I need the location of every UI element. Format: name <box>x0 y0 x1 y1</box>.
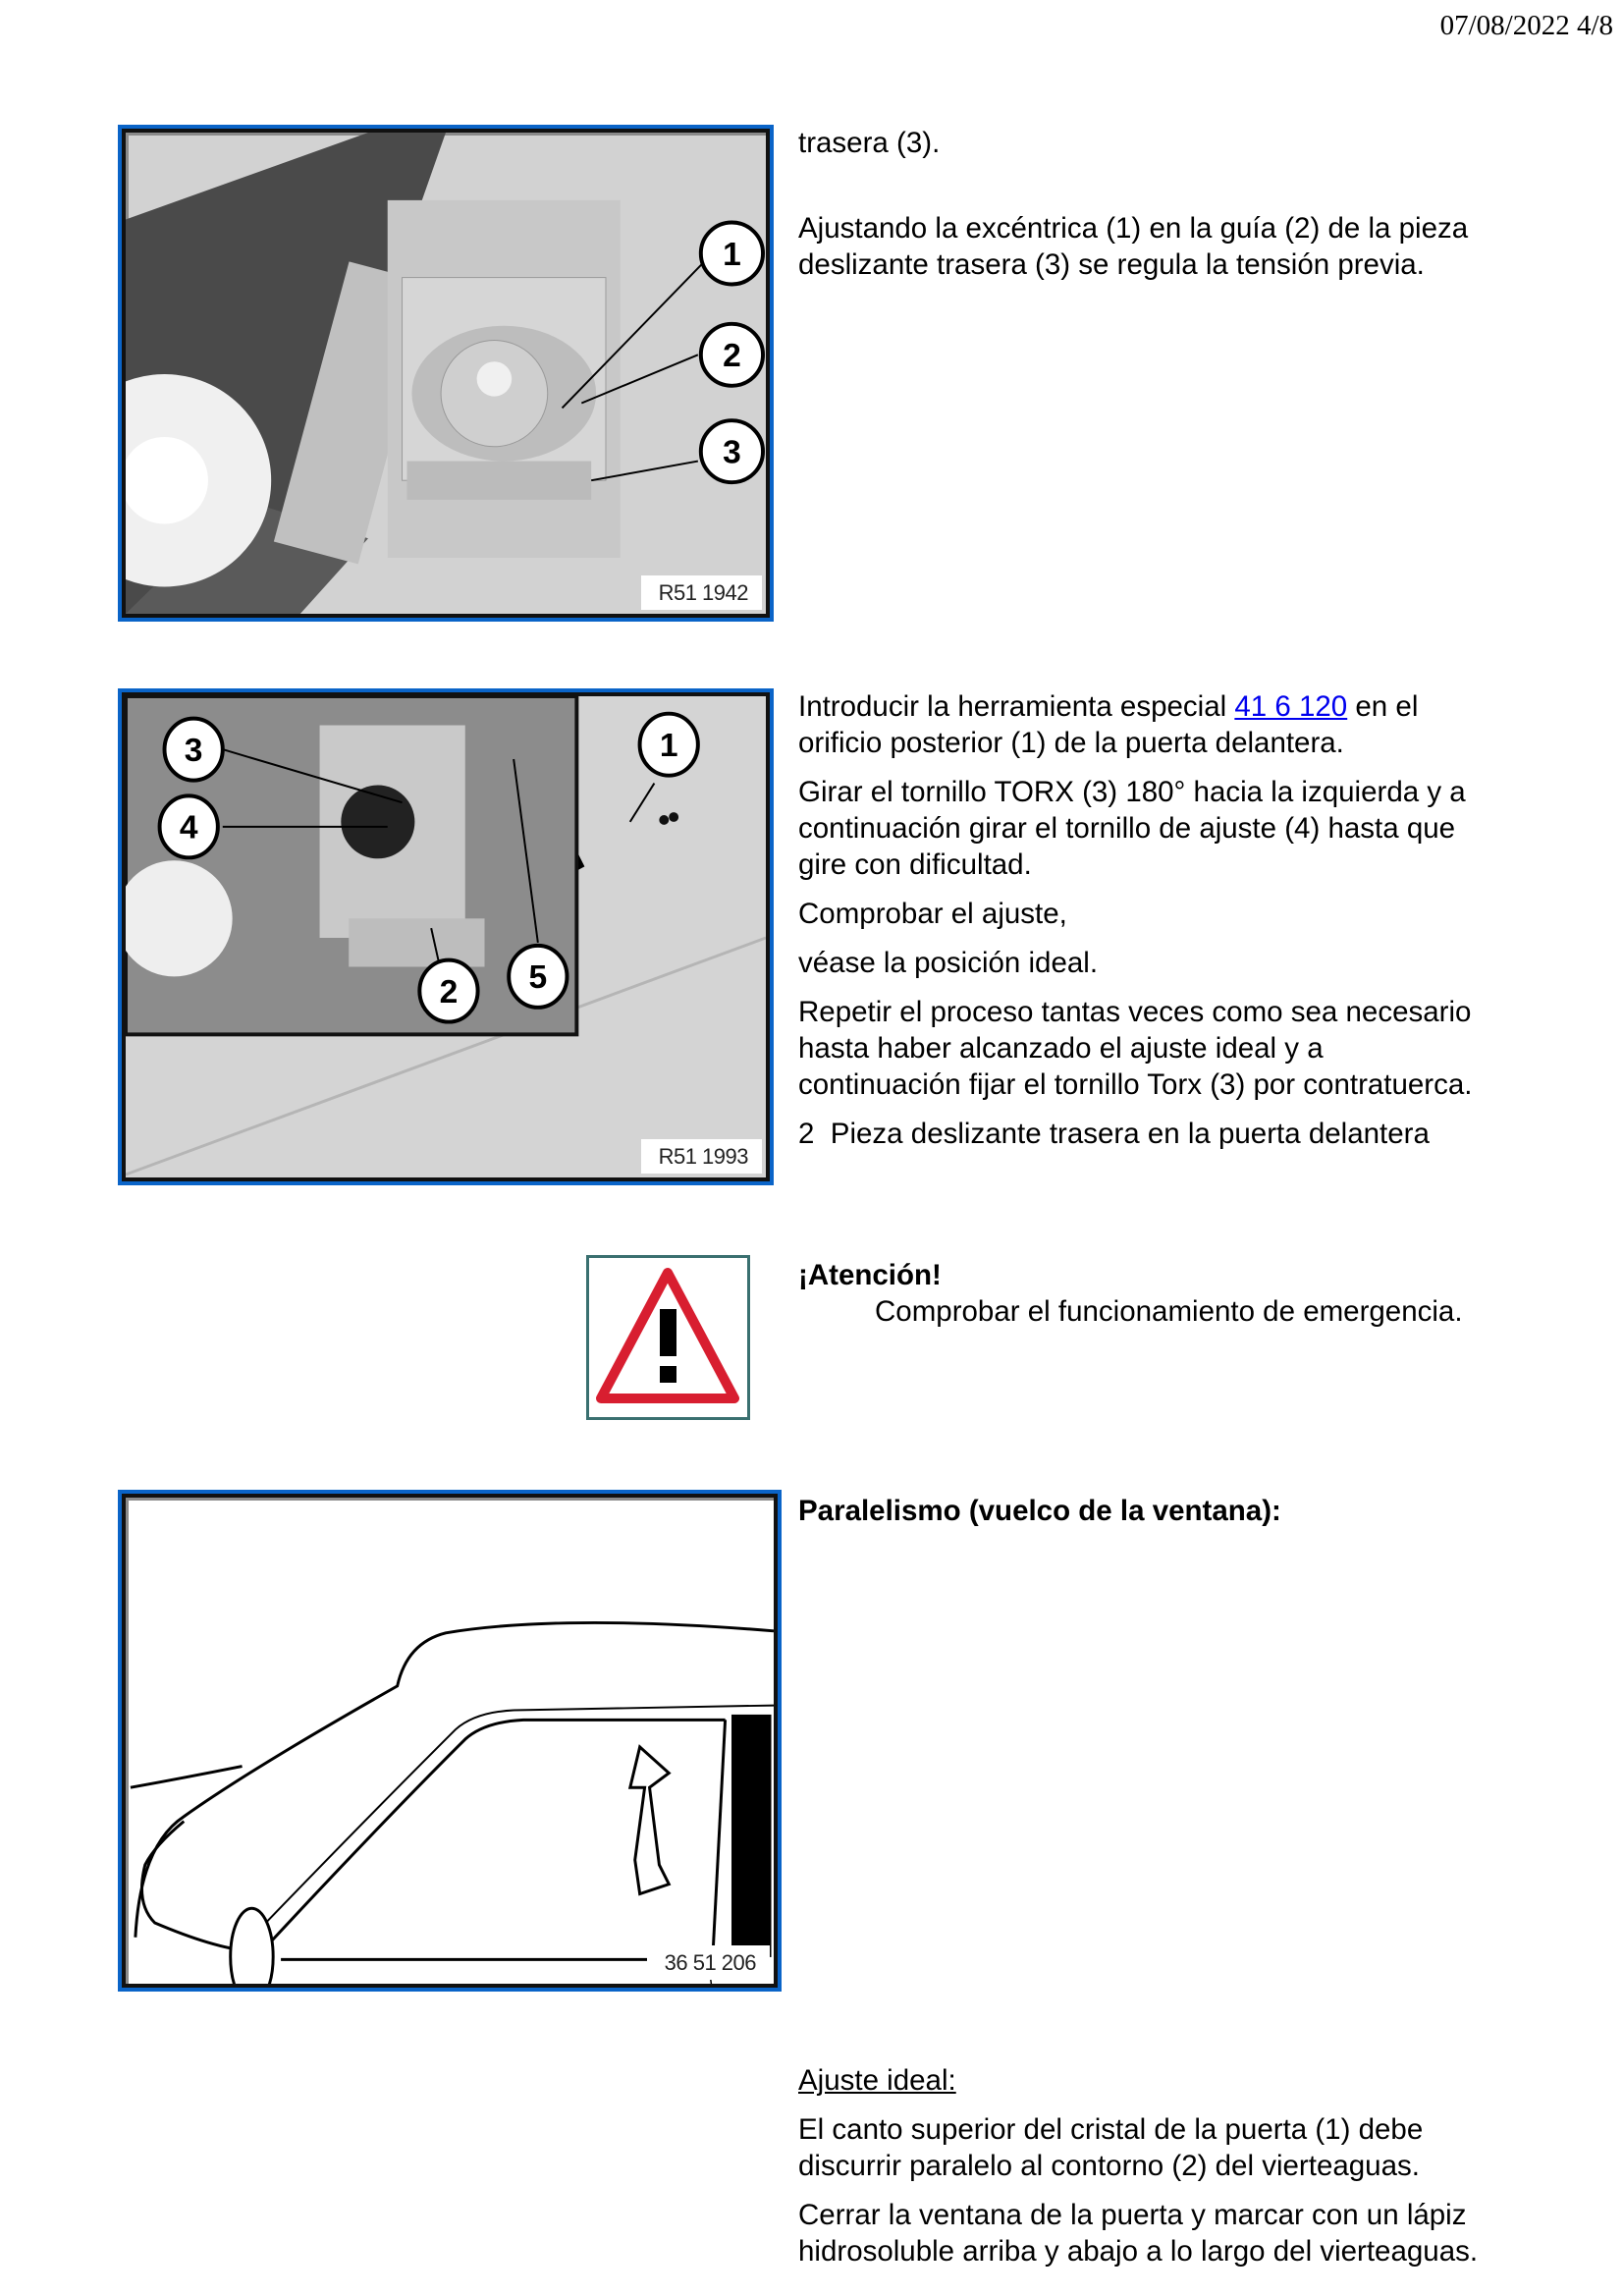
svg-text:2: 2 <box>723 338 741 375</box>
figure-r51-1993 <box>118 688 774 1185</box>
figure-caption: 2 Pieza deslizante trasera en la puerta delantera <box>798 1118 1430 1150</box>
section-heading: Ajuste ideal: <box>798 2064 956 2097</box>
figure-code: 36 51 206 <box>647 1945 770 1980</box>
callout-lines <box>126 696 766 1177</box>
paragraph-line: Cerrar la ventana de la puerta y marcar con un lápiz <box>798 2199 1467 2231</box>
paragraph-line: continuación fijar el tornillo Torx (3) por contratuerca. <box>798 1068 1473 1101</box>
car-window-drawing <box>126 1498 774 1984</box>
svg-text:3: 3 <box>723 434 741 471</box>
section-eccentric-adjustment <box>798 125 1603 283</box>
svg-text:5: 5 <box>528 959 548 997</box>
section-heading: Paralelismo (vuelco de la ventana): <box>798 1495 1281 1527</box>
warning-triangle-icon <box>586 1255 750 1420</box>
figure-r51-1942 <box>118 125 774 622</box>
callout-lines <box>126 133 766 614</box>
paragraph-line: orificio posterior (1) de la puerta delantera. <box>798 727 1344 759</box>
paragraph-line: gire con dificultad. <box>798 848 1032 881</box>
callout-1 <box>701 223 763 483</box>
paragraph-line: Repetir el proceso tantas veces como sea necesario <box>798 996 1472 1028</box>
svg-text:2: 2 <box>439 973 459 1011</box>
paragraph-line: hidrosoluble arriba y abajo a lo largo del vierteaguas. <box>798 2235 1479 2268</box>
page-date-number: 07/08/2022 4/8 <box>1439 10 1613 41</box>
section-parallelism <box>798 1493 1603 1529</box>
paragraph-line: continuación girar el tornillo de ajuste (4) hasta que <box>798 812 1456 845</box>
paragraph-line: deslizante trasera (3) se regula la tensión previa. <box>798 248 1425 281</box>
paragraph-text: Introducir la herramienta especial <box>798 690 1235 723</box>
warning-title: ¡Atención! <box>798 1259 942 1291</box>
figure-code: R51 1942 <box>641 575 762 610</box>
figure-code: R51 1993 <box>641 1139 762 1174</box>
paragraph-text: en el <box>1347 690 1419 723</box>
section-tool-adjustment <box>798 688 1603 1152</box>
paragraph-line: discurrir paralelo al contorno (2) del vierteaguas. <box>798 2150 1420 2182</box>
figure-36-51-206 <box>118 1490 782 1992</box>
warning-text: Comprobar el funcionamiento de emergencia. <box>875 1295 1463 1328</box>
svg-text:1: 1 <box>659 728 678 764</box>
svg-text:3: 3 <box>184 732 203 769</box>
paragraph: Comprobar el ajuste, <box>798 898 1067 930</box>
section-ideal-adjustment <box>798 2062 1603 2269</box>
svg-text:1: 1 <box>723 236 741 273</box>
paragraph-line: El canto superior del cristal de la puerta (1) debe <box>798 2113 1424 2146</box>
paragraph-line: Ajustando la excéntrica (1) en la guía (2) de la pieza <box>798 212 1469 245</box>
svg-text:4: 4 <box>179 809 198 847</box>
warning-note <box>798 1257 1603 1330</box>
paragraph: véase la posición ideal. <box>798 947 1099 979</box>
paragraph-line: hasta haber alcanzado el ajuste ideal y a <box>798 1032 1324 1065</box>
special-tool-link[interactable]: 41 6 120 <box>1234 690 1348 723</box>
paragraph-line: Girar el tornillo TORX (3) 180° hacia la izquierda y a <box>798 776 1466 808</box>
paragraph: trasera (3). <box>798 127 941 159</box>
